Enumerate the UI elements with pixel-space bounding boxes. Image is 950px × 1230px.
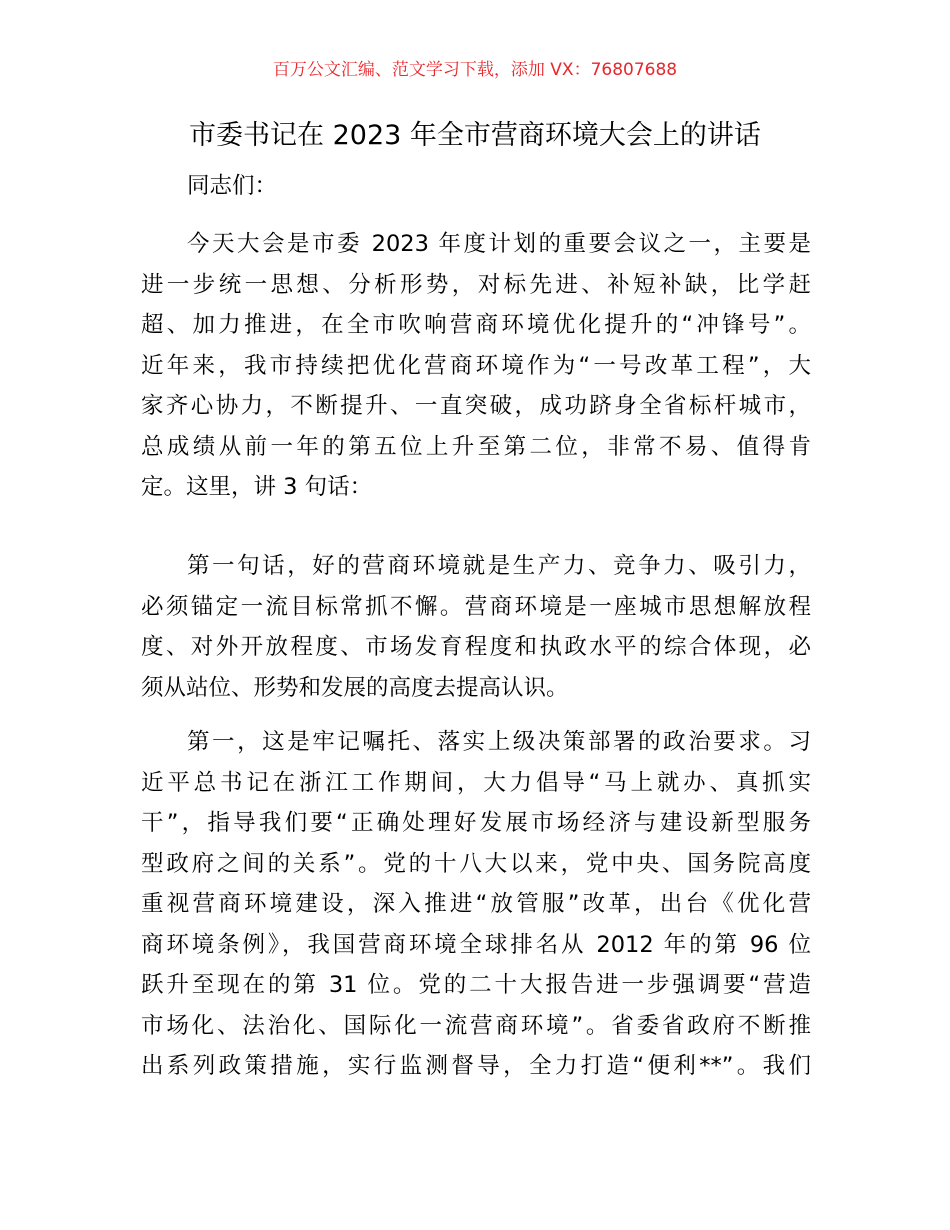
text-line: 近年来，我市持续把优化营商环境作为“一号改革工程”，大 bbox=[141, 352, 811, 379]
text-line: 商环境条例》，我国营商环境全球排名从 2012 年的第 96 位 bbox=[141, 931, 811, 958]
text-line: 进一步统一思想、分析形势，对标先进、补短补缺，比学赶 bbox=[141, 271, 811, 298]
text-line: 干”，指导我们要“正确处理好发展市场经济与建设新型服务 bbox=[141, 810, 811, 836]
text-line: 必须锚定一流目标常抓不懈。营商环境是一座城市思想解放程 bbox=[141, 593, 811, 620]
text-line: 总成绩从前一年的第五位上升至第二位，非常不易、值得肯 bbox=[141, 433, 811, 460]
text-line: 跃升至现在的第 31 位。党的二十大报告进一步强调要“营造 bbox=[141, 972, 811, 998]
salutation: 同志们： bbox=[187, 173, 278, 199]
paragraph-political-requirement bbox=[141, 722, 811, 1087]
text-line: 超、加力推进，在全市吹响营商环境优化提升的“冲锋号”。 bbox=[141, 312, 811, 338]
download-banner: 百万公文汇编、范文学习下载，添加 VX：76807688 bbox=[272, 60, 678, 80]
text-line: 型政府之间的关系”。党的十八大以来，党中央、国务院高度 bbox=[141, 850, 811, 877]
text-line: 第一，这是牢记嘱托、落实上级决策部署的政治要求。习 bbox=[187, 729, 811, 755]
text-line: 定。这里，讲 3 句话： bbox=[141, 474, 373, 500]
paragraph-opening bbox=[141, 224, 811, 508]
text-line: 家齐心协力，不断提升、一直突破，成功跻身全省标杆城市， bbox=[141, 393, 811, 419]
paragraph-first-point bbox=[141, 546, 811, 708]
text-line: 今天大会是市委 2023 年度计划的重要会议之一，主要是 bbox=[187, 231, 811, 257]
text-line: 市场化、法治化、国际化一流营商环境”。省委省政府不断推 bbox=[141, 1012, 811, 1039]
document-title: 市委书记在 2023 年全市营商环境大会上的讲话 bbox=[189, 120, 761, 151]
text-line: 度、对外开放程度、市场发育程度和执政水平的综合体现，必 bbox=[141, 634, 811, 660]
text-line: 出系列政策措施，实行监测督导，全力打造“便利**”。我们 bbox=[141, 1053, 811, 1079]
text-line: 须从站位、形势和发展的高度去提高认识。 bbox=[141, 674, 569, 701]
text-line: 重视营商环境建设，深入推进“放管服”改革，出台《优化营 bbox=[141, 891, 811, 917]
text-line: 第一句话，好的营商环境就是生产力、竞争力、吸引力， bbox=[187, 553, 811, 579]
text-line: 近平总书记在浙江工作期间，大力倡导“马上就办、真抓实 bbox=[141, 769, 811, 796]
